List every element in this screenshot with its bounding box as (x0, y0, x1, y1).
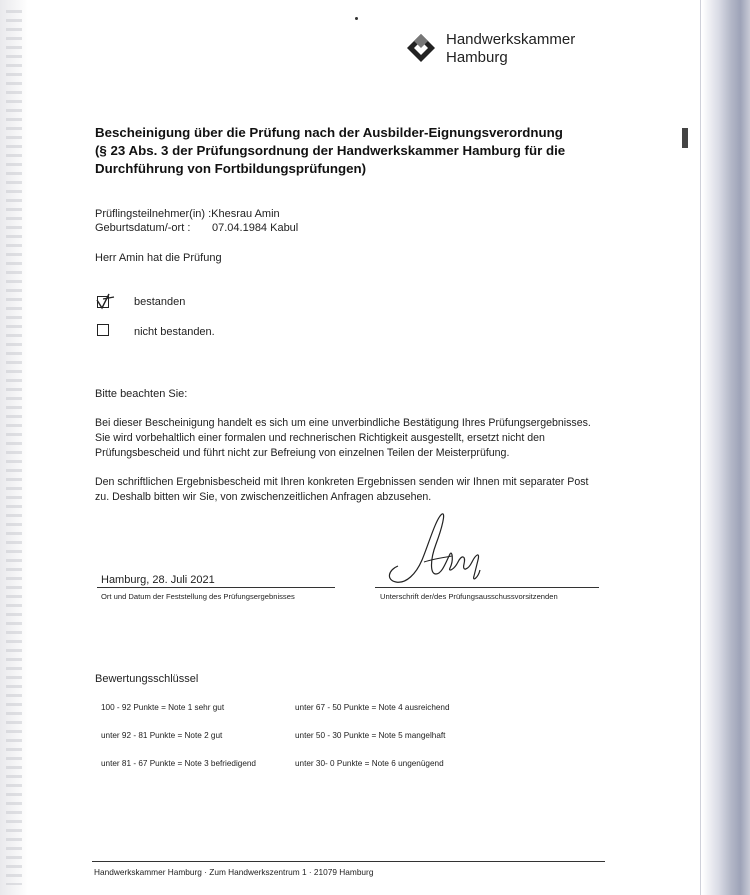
notice-heading: Bitte beachten Sie: (95, 388, 188, 400)
passed-label: bestanden (134, 296, 186, 308)
org-name-line2: Hamburg (446, 49, 508, 66)
notice-p2-line1: Den schriftlichen Ergebnisbescheid mit Ihren konkreten Ergebnissen senden wir Ihnen mit separater Post (95, 476, 589, 488)
notice-p1-line2: Sie wird vorbehaltlich einer formalen und rechnerischen Richtigkeit ausgestellt, ersetzt nicht den (95, 432, 545, 444)
notice-paragraph-1 (95, 416, 615, 461)
grade-row-left-1: 100 - 92 Punkte = Note 1 sehr gut (101, 703, 225, 712)
page-edge-line (700, 0, 701, 895)
failed-checkbox (97, 324, 109, 336)
result-intro: Herr Amin hat die Prüfung (95, 252, 222, 264)
grade-row-right-1: unter 67 - 50 Punkte = Note 4 ausreichend (295, 703, 450, 712)
binder-holes (6, 10, 22, 885)
candidate-name-value: Khesrau Amin (211, 208, 280, 220)
grade-row-left-3: unter 81 - 67 Punkte = Note 3 befriedigend (101, 759, 256, 768)
candidate-name-row (95, 208, 280, 220)
signature-caption: Unterschrift der/des Prüfungsausschussvorsitzenden (380, 592, 558, 601)
footer-rule (92, 861, 605, 862)
place-date-caption: Ort und Datum der Feststellung des Prüfungsergebnisses (101, 592, 295, 601)
notice-paragraph-2 (95, 475, 615, 505)
title-line2: (§ 23 Abs. 3 der Prüfungsordnung der Handwerkskammer Hamburg für die (95, 143, 566, 158)
tab-marker (682, 128, 688, 148)
notice-p1-line3: Prüfungsbescheid und führt nicht zur Befreiung von einzelnen Teilen der Meisterprüfung. (95, 447, 510, 459)
place-date: Hamburg, 28. Juli 2021 (101, 574, 215, 586)
grade-row-right-2: unter 50 - 30 Punkte = Note 5 mangelhaft (295, 731, 446, 740)
grading-heading: Bewertungsschlüssel (95, 673, 199, 685)
place-date-line (97, 587, 335, 588)
handwritten-signature (380, 508, 490, 588)
title-line1: Bescheinigung über die Prüfung nach der Ausbilder-Eignungsverordnung (95, 125, 563, 140)
scan-shadow (702, 0, 750, 895)
grade-row-left-2: unter 92 - 81 Punkte = Note 2 gut (101, 731, 223, 740)
scan-speck (355, 17, 358, 20)
candidate-name-label: Prüflingsteilnehmer(in) : (95, 208, 212, 220)
org-name (446, 31, 575, 67)
grade-row-right-3: unter 30- 0 Punkte = Note 6 ungenügend (295, 759, 444, 768)
binder-edge (0, 0, 28, 895)
org-name-line1: Handwerkskammer (446, 31, 576, 48)
document-title (95, 124, 595, 178)
signature-line (375, 587, 599, 588)
notice-p1-line1: Bei dieser Bescheinigung handelt es sich um eine unverbindliche Bestätigung Ihres Prüfungsergebnisses. (95, 417, 591, 429)
title-line3: Durchführung von Fortbildungsprüfungen) (95, 161, 367, 176)
candidate-birth-label: Geburtsdatum/-ort : (95, 222, 191, 234)
footer-address: Handwerkskammer Hamburg · Zum Handwerkszentrum 1 · 21079 Hamburg (94, 867, 374, 877)
notice-p2-line2: zu. Deshalb bitten wir Sie, von zwischenzeitlichen Anfragen abzusehen. (95, 491, 432, 503)
handwerkskammer-logo-icon (405, 32, 437, 64)
checkmark-icon (94, 291, 118, 311)
failed-label: nicht bestanden. (134, 326, 215, 338)
candidate-birth-value: 07.04.1984 Kabul (212, 222, 299, 234)
